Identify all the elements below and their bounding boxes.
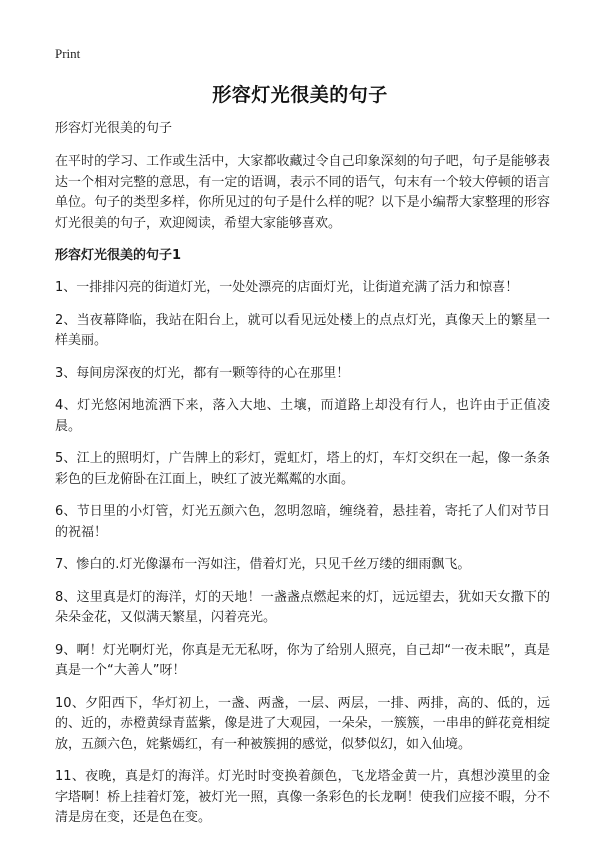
list-item: 11、夜晚，真是灯的海洋。灯光时时变换着颜色，飞龙塔金黄一片，真想沙漠里的金字塔啊！桥上挂着灯笼，被灯光一照，真像一条彩色的长龙啊！使我们应接不暇，分不清是房在变，还是色在变。 (55, 769, 550, 825)
section-heading: 形容灯光很美的句子1 (55, 248, 182, 263)
list-item: 1、一排排闪亮的街道灯光，一处处漂亮的店面灯光，让街道充满了活力和惊喜！ (55, 280, 519, 295)
intro-paragraph: 在平时的学习、工作或生活中，大家都收藏过令自己印象深刻的句子吧，句子是能够表达一个相对完整的意思，有一定的语调，表示不同的语气，句末有一个较大停顿的语言单位。句子的类型多样，你所见过的句子是什么样的呢？以下是小编帮大家整理的形容灯光很美的句子，欢迎阅读，希望大家能够喜欢。 (55, 154, 550, 231)
article-body (55, 119, 550, 841)
list-item: 6、节日里的小灯管，灯光五颜六色，忽明忽暗，缠绕着，悬挂着，寄托了人们对节日的祝福！ (55, 504, 550, 540)
page-title: 形容灯光很美的句子 (212, 84, 388, 106)
list-item: 3、每间房深夜的灯光，都有一颗等待的心在那里！ (55, 365, 350, 381)
list-item: 2、当夜幕降临，我站在阳台上，就可以看见远处楼上的点点灯光，真像天上的繁星一样美丽。 (55, 312, 550, 348)
list-item: 7、惨白的.灯光像瀑布一泻如注，借着灯光，只见千丝万缕的细雨飘飞。 (55, 557, 471, 572)
list-item: 10、夕阳西下，华灯初上，一盏、两盏，一层、两层，一排、两排，高的、低的，远的、近的，赤橙黄绿青蓝紫，像是进了大观园，一朵朵，一簇簇，一串串的鲜花竟相绽放，五颜六色，姹紫嫣红，有一种被簇拥的感觉，似梦似幻，如入仙境。 (55, 695, 550, 752)
list-item: 5、江上的照明灯，广告牌上的彩灯，霓虹灯，塔上的灯，车灯交织在一起，像一条条彩色的巨龙俯卧在江面上，映红了波光粼粼的水面。 (55, 451, 550, 487)
print-link[interactable]: Print (55, 46, 81, 61)
article-subtitle: 形容灯光很美的句子 (55, 121, 173, 136)
list-item: 8、这里真是灯的海洋，灯的天地！一盏盏点燃起来的灯，远远望去，犹如天女撒下的朵朵金花，又似满天繁星，闪着亮光。 (55, 589, 550, 625)
list-item: 9、啊！灯光啊灯光，你真是无无私呀，你为了给别人照亮，自己却“一夜未眠”，真是真是一个“大善人”呀！ (55, 642, 550, 678)
list-item: 4、灯光悠闲地流洒下来，落入大地、土壤，而道路上却没有行人，也许由于正值凌晨。 (55, 398, 550, 434)
